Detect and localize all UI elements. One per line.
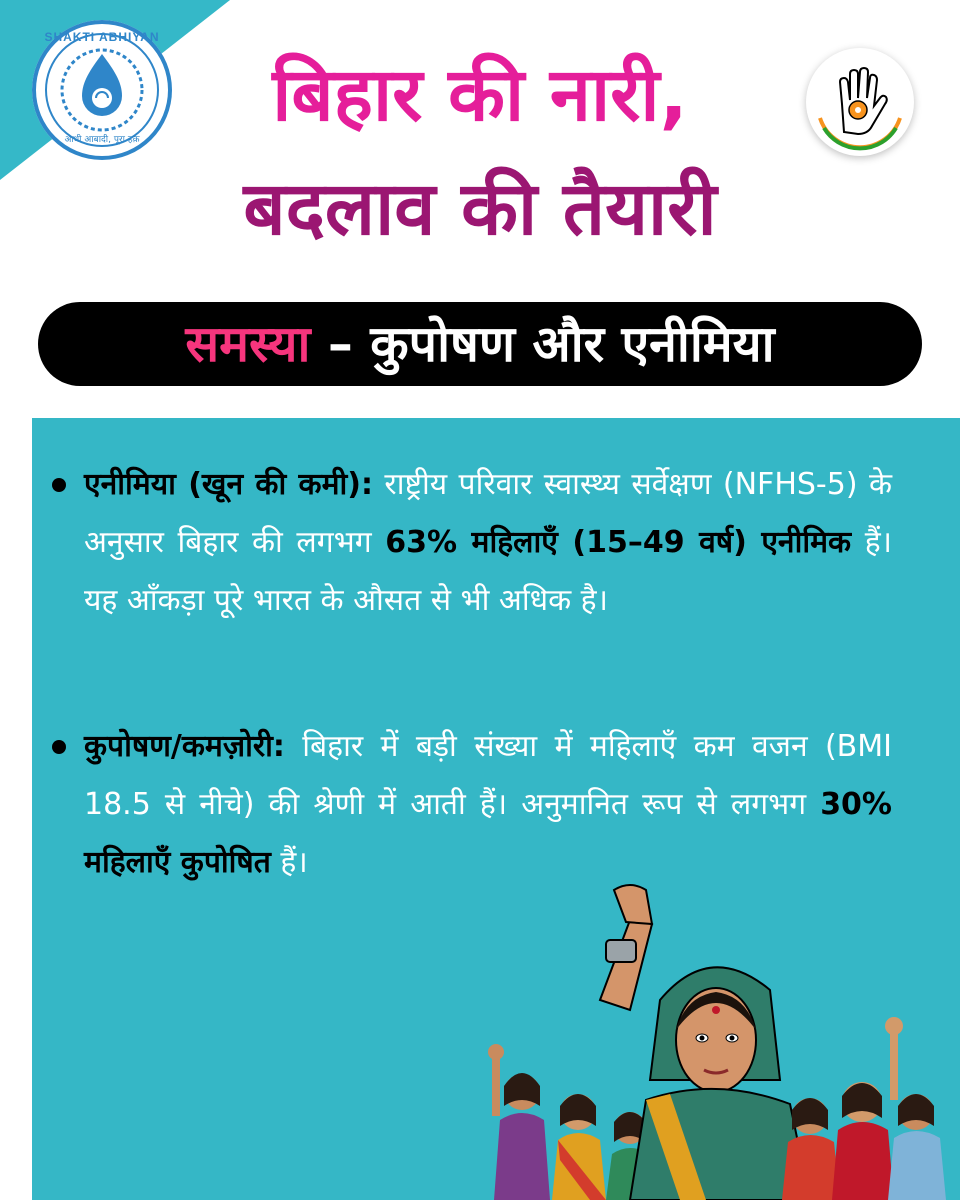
bullet-dot-icon (52, 478, 66, 492)
logo-tagline: आधी आबादी, पूरा हक़ (64, 135, 140, 145)
banner-text: – कुपोषण और एनीमिया (310, 315, 775, 373)
bullet-malnutrition (52, 718, 892, 892)
bullet-text: बिहार में बड़ी संख्या में महिलाएँ कम वजन (BMI 18.5 से नीचे) की श्रेणी में आती हैं। अनुमानित रूप से लगभग (84, 729, 892, 822)
bullet-text: राष्ट्रीय परिवार स्वास्थ्य सर्वेक्षण (NFHS-5) के अनुसार बिहार की लगभग (84, 467, 892, 560)
bullet-dot-icon (52, 740, 66, 754)
bullet-lead: कुपोषण/कमज़ोरी: (84, 729, 285, 764)
women-protest-illustration (470, 880, 960, 1200)
problem-banner (38, 302, 922, 386)
bullet-anemia (52, 456, 892, 630)
bullet-lead: एनीमिया (खून की कमी): (84, 467, 374, 502)
bullet-bold: 30% महिलाएँ कुपोषित (84, 787, 892, 880)
title-line-1: बिहार की नारी, (272, 52, 688, 138)
background-woman-left (488, 1044, 550, 1200)
title-line-2: बदलाव की तैयारी (243, 166, 717, 252)
banner-highlight: समस्या (185, 315, 311, 373)
bullet-text-end: हैं। यह आँकड़ा पूरे भारत के औसत से भी अधिक है। (84, 525, 892, 618)
background-woman-left-2 (552, 1094, 606, 1200)
background-woman-right-3 (888, 1094, 946, 1200)
bullet-text-end: हैं। (270, 845, 308, 880)
bullet-bold: 63% महिलाएँ (15–49 वर्ष) एनीमिक (385, 525, 852, 560)
logo-brand-text: SHAKTI ABHIYAN (44, 30, 160, 44)
